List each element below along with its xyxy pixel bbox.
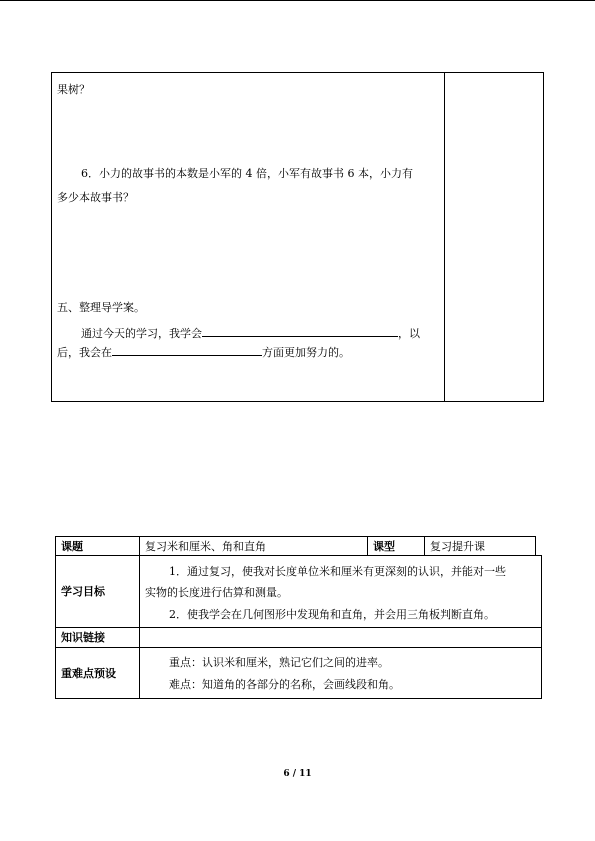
section-5-heading: 五、整理导学案。 [57,301,145,314]
continuation-text: 果树？ [57,83,90,96]
summary-line-2 [57,344,350,360]
type-label: 课型 [373,540,395,553]
keypoints-label: 重难点预设 [61,667,116,680]
type-value-cell [424,536,536,556]
type-value: 复习提升课 [430,540,485,553]
key-point: 重点：认识米和厘米，熟记它们之间的进率。 [169,656,389,669]
summary-text-b: ，以 [398,327,420,340]
knowledge-label: 知识链接 [61,631,105,644]
summary-blank-2[interactable] [112,344,262,356]
difficult-point: 难点：知道角的各部分的名称，会画线段和角。 [169,678,400,691]
topic-label-cell [55,536,140,556]
knowledge-value-cell [139,627,542,648]
topic-label: 课题 [61,540,83,553]
summary-text-d: 方面更加努力的。 [262,346,350,359]
problem-6-line-2: 多少本故事书？ [57,191,134,204]
topic-value: 复习米和厘米、角和直角 [145,540,266,553]
goals-value-cell [139,555,542,628]
summary-line-1 [81,325,420,341]
exercise-table [51,72,544,402]
column-divider [444,73,445,401]
keypoints-value-cell [139,647,542,699]
page-number: 6 / 11 [283,769,312,779]
goal-1-line-1: 1．通过复习，使我对长度单位米和厘米有更深刻的认识，并能对一些 [169,565,506,578]
topic-value-cell [139,536,368,556]
type-label-cell [367,536,425,556]
goals-label: 学习目标 [61,585,105,598]
summary-text-c: 后，我会在 [57,346,112,359]
summary-text-a: 通过今天的学习，我学会 [81,327,202,340]
goal-2: 2．使我学会在几何图形中发现角和直角，并会用三角板判断直角。 [169,608,495,621]
summary-blank-1[interactable] [202,325,398,337]
knowledge-label-cell [55,627,140,648]
goals-label-cell [55,555,140,628]
keypoints-label-cell [55,647,140,699]
top-rule [0,0,595,1]
problem-6-line-1: 6．小力的故事书的本数是小军的 4 倍，小军有故事书 6 本，小力有 [81,167,413,180]
goal-1-line-2: 实物的长度进行估算和测量。 [145,586,288,599]
